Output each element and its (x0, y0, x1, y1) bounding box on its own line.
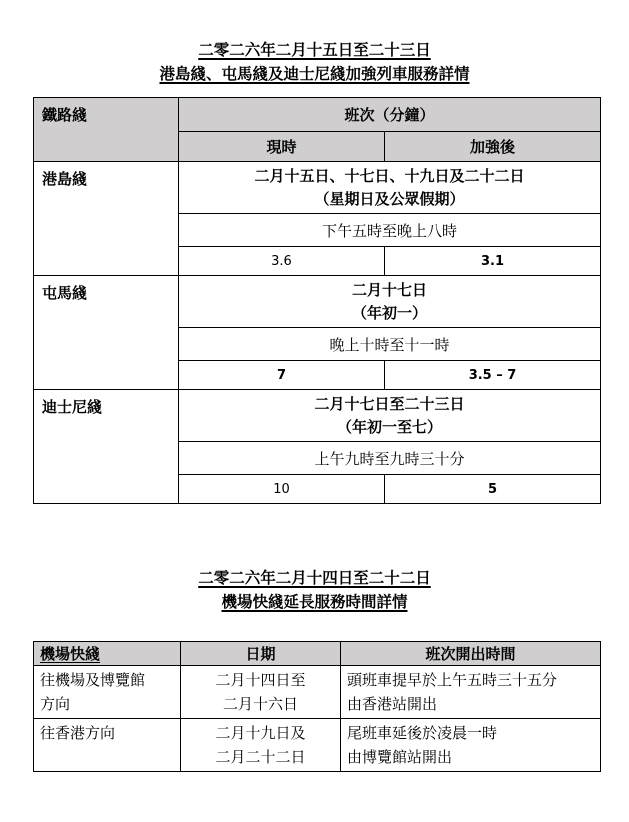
section1-title-subject: 港島綫、屯馬綫及迪士尼綫加強列車服務詳情 (159, 65, 470, 83)
service-dates-note: （年初一） (352, 304, 428, 322)
airport-express-table (33, 641, 601, 772)
service-dates-main: 二月十五日、十七日、十九日及二十二日 (254, 167, 525, 185)
header-current: 現時 (179, 132, 385, 162)
service-dates (179, 390, 601, 442)
enhanced-frequency: 3.1 (385, 247, 601, 276)
section2-title-subject: 機場快綫延長服務時間詳情 (221, 593, 408, 611)
header-rail-line: 鐵路綫 (34, 98, 179, 162)
service-time: 上午九時至九時三十分 (179, 442, 601, 475)
enhanced-frequency: 5 (385, 475, 601, 504)
section2-title-date: 二零二六年二月十四日至二十二日 (198, 569, 431, 587)
rail-line-name: 迪士尼綫 (34, 390, 179, 504)
direction: 往香港方向 (34, 719, 181, 772)
table-row (34, 666, 601, 719)
enhanced-service-table (33, 97, 601, 504)
service-time: 下午五時至晚上八時 (179, 214, 601, 247)
service-time: 晚上十時至十一時 (179, 328, 601, 361)
rail-line-name: 港島綫 (34, 162, 179, 276)
current-frequency: 3.6 (179, 247, 385, 276)
service-date: 二月十九日及 二月二十二日 (181, 719, 341, 772)
header-date: 日期 (181, 642, 341, 666)
service-dates-note: （星期日及公眾假期） (314, 190, 465, 208)
departure-detail: 頭班車提早於上午五時三十五分 由香港站開出 (341, 666, 601, 719)
service-date: 二月十四日至 二月十六日 (181, 666, 341, 719)
service-dates (179, 162, 601, 214)
rail-line-name: 屯馬綫 (34, 276, 179, 390)
service-dates-main: 二月十七日至二十三日 (314, 395, 465, 413)
header-departure-time: 班次開出時間 (341, 642, 601, 666)
section1-title-date: 二零二六年二月十五日至二十三日 (198, 41, 431, 59)
departure-detail: 尾班車延後於凌晨一時 由博覽館站開出 (341, 719, 601, 772)
header-frequency: 班次（分鐘） (179, 98, 601, 132)
section2-title (0, 566, 629, 614)
current-frequency: 10 (179, 475, 385, 504)
table-row (34, 162, 601, 214)
table-row (34, 390, 601, 442)
service-dates (179, 276, 601, 328)
table-row (34, 719, 601, 772)
service-dates-note: （年初一至七） (337, 418, 443, 436)
header-enhanced: 加強後 (385, 132, 601, 162)
direction: 往機場及博覽館 方向 (34, 666, 181, 719)
section1-title (0, 38, 629, 86)
enhanced-frequency: 3.5 – 7 (385, 361, 601, 390)
current-frequency: 7 (179, 361, 385, 390)
header-airport-express: 機場快綫 (34, 642, 181, 666)
table-row (34, 276, 601, 328)
service-dates-main: 二月十七日 (352, 281, 428, 299)
